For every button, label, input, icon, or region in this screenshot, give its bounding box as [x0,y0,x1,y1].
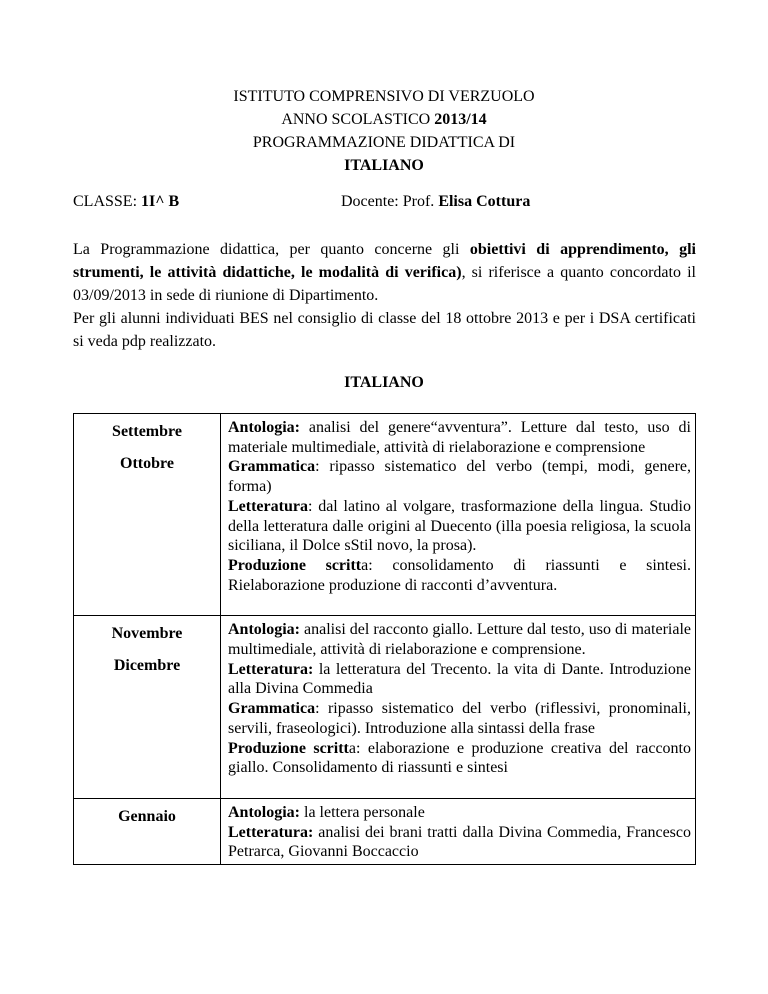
entry-label: Letteratura: [228,823,314,841]
entry-label: Antologia: [228,419,300,436]
entry-label: Letteratura [228,497,308,515]
section-title: ITALIANO [344,374,424,391]
table-row [74,798,696,864]
teacher-name: Elisa Cottura [438,193,531,210]
entry-label: Produzione scritt [228,556,362,574]
month-label: Ottobre [120,454,174,472]
school-year [0,108,768,131]
content-entry [228,699,691,738]
content-entry [228,497,691,556]
content-entry [228,556,691,595]
programming-title: PROGRAMMAZIONE DIDATTICA DI [252,134,516,151]
document-header [0,85,768,177]
entry-label: Antologia: [228,803,300,821]
entry-text: a: consolidamento di riassunti e sintesi. Rielaborazione produzione di racconti d’avventura. [228,556,692,594]
entry-label: Letteratura: [228,660,314,678]
content-cell [221,798,696,864]
program-table [73,413,696,865]
table-row [74,616,696,799]
class-value: 1I^ B [141,193,180,210]
entry-label: Produzione scritt [228,739,349,757]
school-year-value: 2013/14 [434,111,487,128]
content-entry [228,823,691,862]
intro-text [73,238,696,353]
teacher-info [341,193,530,211]
entry-text: la lettera personale [300,803,425,821]
entry-text: analisi del racconto giallo. Letture dal testo, uso di materiale multimediale, attività di rielaborazione e comprensione. [228,621,691,659]
entry-text: a: elaborazione e produzione creativa del racconto giallo. Consolidamento di riassunti e sintesi [228,739,691,777]
school-name: ISTITUTO COMPRENSIVO DI VERZUOLO [233,88,535,105]
content-entry [228,457,691,496]
content-cell [221,616,696,799]
entry-label: Grammatica [228,458,316,476]
class-info [73,193,179,211]
entry-text: analisi del genere“avventura”. Letture dal testo, uso di materiale multimediale, attività di rielaborazione e comprensione [228,419,691,456]
content-cell [221,414,696,616]
entry-text: : dal latino al volgare, trasformazione della lingua. Studio della letteratura dalle origini al Duecento (illa poesia religiosa, la scuola siciliana, il Dolce sStil novo, la prosa). [228,497,691,555]
entry-label: Grammatica [228,700,316,718]
month-label: Settembre [112,423,182,440]
month-cell [74,798,221,864]
content-entry [228,739,691,778]
intro-paragraph-1: La Programmazione didattica, per quanto concerne gli obiettivi di apprendimento, gli strumenti, le attività didattiche, le modalità di verifica), si riferisce a quanto concordato il 03/09/2013 in sede di riunione di Dipartimento. [73,241,696,304]
content-entry [228,803,691,823]
month-label: Novembre [111,625,183,643]
entry-text: la letteratura del Trecento. la vita di Dante. Introduzione alla Divina Commedia [228,660,691,698]
content-entry [228,620,691,659]
class-label: CLASSE: [73,193,142,210]
table-row [74,414,696,616]
entry-label: Antologia: [228,621,300,639]
month-cell [74,616,221,799]
entry-text: : ripasso sistematico del verbo (tempi, modi, genere, forma) [228,458,691,496]
entry-text: : ripasso sistematico del verbo (riflessivi, pronominali, servili, fraseologici). Introduzione alla sintassi della frase [228,700,691,737]
content-entry [228,660,691,699]
month-cell [74,414,221,616]
school-year-label: ANNO SCOLASTICO [281,111,435,128]
content-entry [228,418,691,457]
intro-paragraph-2: Per gli alunni individuati BES nel consiglio di classe del 18 ottobre 2013 e per i DSA certificati si veda pdp realizzato. [73,310,696,350]
teacher-label: Docente: Prof. [341,193,439,210]
month-label: Dicembre [113,657,181,675]
month-label: Gennaio [118,807,176,825]
entry-text: analisi dei brani tratti dalla Divina Commedia, Francesco Petrarca, Giovanni Boccaccio [228,823,691,861]
subject-title: ITALIANO [344,157,424,174]
